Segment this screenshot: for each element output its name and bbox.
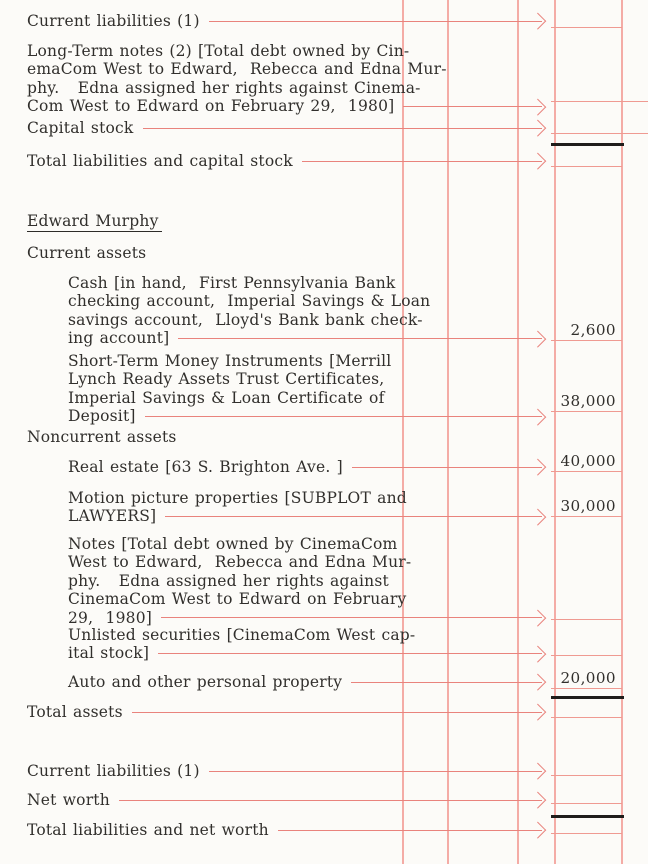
item-text-line: West to Edward, Rebecca and Edna Mur- bbox=[68, 553, 412, 572]
amount-cell-blank bbox=[551, 114, 648, 134]
arrow-head-icon bbox=[529, 13, 545, 29]
arrow-head-icon bbox=[529, 704, 545, 720]
item-text-line: emaCom West to Edward, Rebecca and Edna Mur- bbox=[27, 60, 447, 79]
total-rule-line bbox=[551, 143, 624, 146]
leader-arrow bbox=[161, 609, 543, 627]
arrow-shaft bbox=[165, 516, 541, 517]
amount-cell: 20,000 bbox=[551, 669, 622, 689]
amount-cell: 30,000 bbox=[551, 497, 622, 517]
arrow-head-icon bbox=[529, 459, 545, 475]
item-last-line bbox=[68, 609, 545, 627]
ledger-line-item bbox=[68, 626, 545, 663]
item-label: Total liabilities and capital stock bbox=[27, 152, 293, 170]
arrow-shaft bbox=[278, 830, 542, 831]
ledger-line-item bbox=[27, 12, 545, 30]
arrow-head-icon bbox=[529, 153, 545, 169]
arrow-shaft bbox=[352, 467, 542, 468]
leader-arrow bbox=[278, 821, 543, 839]
item-last-line bbox=[68, 407, 545, 425]
section-heading bbox=[27, 244, 545, 262]
arrow-head-icon bbox=[529, 792, 545, 808]
ledger-line-item bbox=[27, 703, 545, 721]
arrow-shaft bbox=[161, 617, 542, 618]
item-label: Current liabilities (1) bbox=[27, 762, 200, 780]
arrow-head-icon bbox=[529, 408, 545, 424]
underlined-heading-text: Edward Murphy bbox=[27, 212, 162, 232]
ledger-line-item bbox=[27, 791, 545, 809]
item-label: Capital stock bbox=[27, 119, 134, 137]
item-label: Com West to Edward on February 29, 1980] bbox=[27, 97, 395, 116]
arrow-head-icon bbox=[529, 822, 545, 838]
leader-arrow bbox=[178, 329, 543, 347]
arrow-shaft bbox=[132, 712, 542, 713]
item-text-line: Lynch Ready Assets Trust Certificates, bbox=[68, 370, 385, 389]
arrow-shaft bbox=[403, 106, 541, 107]
ledger-line-item bbox=[68, 458, 545, 476]
arrow-shaft bbox=[158, 653, 541, 654]
heading-text-line: Current assets bbox=[27, 244, 147, 262]
amount-cell: 38,000 bbox=[551, 392, 622, 412]
arrow-shaft bbox=[209, 21, 542, 22]
item-last-line bbox=[27, 703, 545, 721]
item-last-line bbox=[27, 97, 545, 115]
ledger-line-item bbox=[27, 152, 545, 170]
leader-arrow bbox=[209, 12, 543, 30]
ledger-line-item bbox=[68, 352, 545, 426]
arrow-shaft bbox=[145, 416, 542, 417]
item-last-line bbox=[68, 458, 545, 476]
leader-arrow bbox=[351, 673, 543, 691]
leader-arrow bbox=[132, 703, 543, 721]
item-text-line: Cash [in hand, First Pennsylvania Bank bbox=[68, 274, 396, 292]
ledger-line-item bbox=[27, 119, 545, 137]
amount-cell: 2,600 bbox=[551, 321, 622, 341]
leader-arrow bbox=[209, 762, 543, 780]
item-last-line bbox=[27, 791, 545, 809]
item-text-line: Short-Term Money Instruments [Merrill bbox=[68, 352, 392, 370]
item-text-line: phy. Edna assigned her rights against bbox=[68, 571, 389, 590]
item-last-line bbox=[27, 119, 545, 137]
item-text-line: CinemaCom West to Edward on February bbox=[68, 590, 407, 609]
item-last-line bbox=[68, 329, 545, 347]
item-label: 29, 1980] bbox=[68, 608, 152, 627]
total-rule-line bbox=[551, 696, 624, 699]
item-last-line bbox=[68, 673, 545, 691]
item-label: Current liabilities (1) bbox=[27, 12, 200, 30]
amount-cell: 40,000 bbox=[551, 452, 622, 472]
arrow-shaft bbox=[119, 800, 542, 801]
leader-arrow bbox=[143, 119, 543, 137]
arrow-head-icon bbox=[529, 645, 545, 661]
leader-arrow bbox=[352, 458, 543, 476]
total-rule-line bbox=[551, 815, 624, 818]
item-label: Total liabilities and net worth bbox=[27, 821, 269, 839]
amount-cell-blank bbox=[551, 82, 648, 102]
item-label: Auto and other personal property bbox=[68, 673, 343, 691]
amount-cell-blank bbox=[551, 784, 622, 804]
amount-cell-blank bbox=[551, 600, 622, 620]
ledger-line-item bbox=[27, 762, 545, 780]
arrow-shaft bbox=[302, 161, 542, 162]
amount-cell-blank bbox=[551, 636, 622, 656]
item-label: ing account] bbox=[68, 329, 170, 348]
ledger-line-item bbox=[27, 821, 545, 839]
item-text-line: phy. Edna assigned her rights against Cinema- bbox=[27, 78, 421, 97]
arrow-head-icon bbox=[529, 763, 545, 779]
item-text-line: Imperial Savings & Loan Certificate of bbox=[68, 388, 385, 407]
heading-text-line: Noncurrent assets bbox=[27, 428, 177, 446]
item-label: LAWYERS] bbox=[68, 507, 157, 526]
amount-cell-blank bbox=[551, 147, 622, 167]
item-label: Real estate [63 S. Brighton Ave. ] bbox=[68, 458, 343, 476]
section-heading bbox=[27, 212, 545, 232]
arrow-shaft bbox=[351, 682, 541, 683]
item-label: Net worth bbox=[27, 791, 110, 809]
ledger-line-item bbox=[68, 489, 545, 526]
amount-cell-blank bbox=[551, 698, 622, 718]
leader-arrow bbox=[165, 507, 543, 525]
amount-cell-blank bbox=[551, 756, 622, 776]
leader-arrow bbox=[302, 152, 543, 170]
arrow-head-icon bbox=[529, 330, 545, 346]
item-last-line bbox=[27, 152, 545, 170]
item-text-line: Unlisted securities [CinemaCom West cap- bbox=[68, 626, 416, 644]
item-last-line bbox=[27, 12, 545, 30]
arrow-head-icon bbox=[529, 674, 545, 690]
item-last-line bbox=[27, 821, 545, 839]
item-text-line: Motion picture properties [SUBPLOT and bbox=[68, 489, 407, 507]
ledger-line-item bbox=[68, 673, 545, 691]
item-last-line bbox=[68, 507, 545, 525]
heading-text-line bbox=[27, 212, 545, 232]
item-text-line: checking account, Imperial Savings & Loan bbox=[68, 292, 431, 311]
ledger-line-item bbox=[68, 274, 545, 348]
arrow-head-icon bbox=[529, 120, 545, 136]
arrow-head-icon bbox=[529, 610, 545, 626]
amount-cell-blank bbox=[551, 8, 622, 28]
leader-arrow bbox=[119, 791, 543, 809]
arrow-shaft bbox=[178, 338, 541, 339]
item-text-line: Long-Term notes (2) [Total debt owned by Cin- bbox=[27, 42, 410, 60]
arrow-head-icon bbox=[529, 508, 545, 524]
arrow-shaft bbox=[209, 771, 542, 772]
leader-arrow bbox=[403, 97, 543, 115]
leader-arrow bbox=[158, 644, 543, 662]
item-text-line: Notes [Total debt owned by CinemaCom bbox=[68, 535, 398, 553]
ledger-line-item bbox=[68, 535, 545, 627]
section-heading bbox=[27, 428, 545, 446]
leader-arrow bbox=[145, 407, 543, 425]
item-label: Deposit] bbox=[68, 407, 136, 426]
arrow-head-icon bbox=[529, 98, 545, 114]
item-last-line bbox=[27, 762, 545, 780]
item-label: ital stock] bbox=[68, 644, 150, 663]
ledger-line-item bbox=[27, 42, 545, 116]
item-label: Total assets bbox=[27, 703, 123, 721]
arrow-shaft bbox=[143, 128, 542, 129]
item-last-line bbox=[68, 644, 545, 662]
item-text-line: savings account, Lloyd's Bank bank check- bbox=[68, 310, 423, 329]
